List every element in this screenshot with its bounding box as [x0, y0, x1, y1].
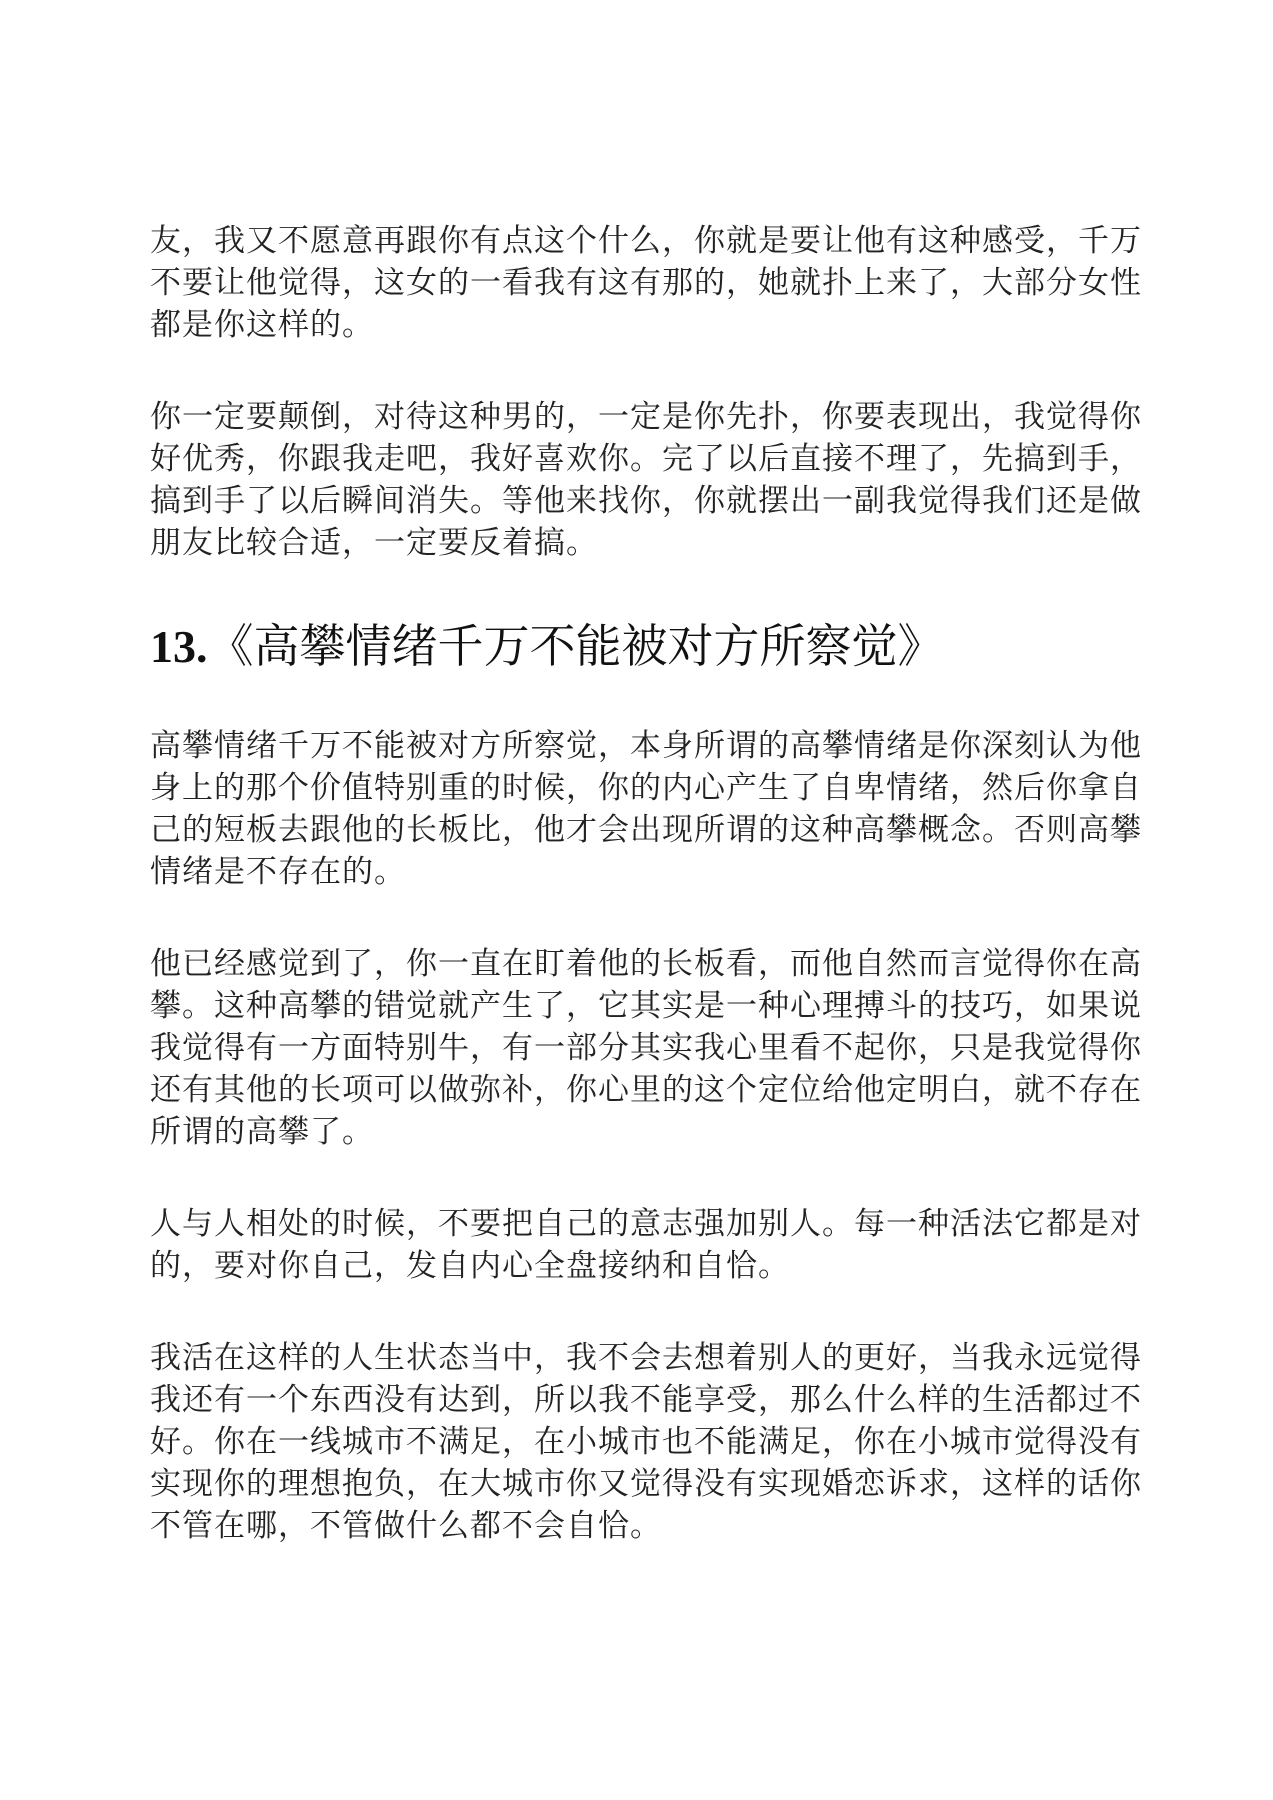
- text-line: 我觉得有一方面特别牛，有一部分其实我心里看不起你，只是我觉得你: [150, 1030, 1142, 1066]
- text-line: 还有其他的长项可以做弥补，你心里的这个定位给他定明白，就不存在: [150, 1072, 1142, 1108]
- text-line: 我还有一个东西没有达到，所以我不能享受，那么什么样的生活都过不: [150, 1382, 1142, 1418]
- text-line: 搞到手了以后瞬间消失。等他来找你，你就摆出一副我觉得我们还是做: [150, 483, 1142, 519]
- document-page: [150, 220, 1142, 1547]
- text-line: 朋友比较合适，一定要反着搞。: [150, 525, 598, 561]
- text-line: 攀。这种高攀的错觉就产生了，它其实是一种心理搏斗的技巧，如果说: [150, 988, 1142, 1024]
- paragraph-contentment: [150, 1337, 1142, 1547]
- text-line: 不要让他觉得，这女的一看我有这有那的，她就扑上来了，大部分女性: [150, 265, 1142, 301]
- text-line: 情绪是不存在的。: [150, 854, 406, 890]
- section-number: 13.: [150, 621, 208, 672]
- text-line: 实现你的理想抱负，在大城市你又觉得没有实现婚恋诉求，这样的话你: [150, 1466, 1142, 1502]
- section-title: 《高攀情绪千万不能被对方所察觉》: [207, 619, 944, 673]
- paragraph-definition: [150, 725, 1142, 893]
- text-line: 你一定要颠倒，对待这种男的，一定是你先扑，你要表现出，我觉得你: [150, 399, 1142, 435]
- text-line: 的，要对你自己，发自内心全盘接纳和自恰。: [150, 1248, 790, 1284]
- section-heading: [150, 616, 1122, 677]
- text-line: 好优秀，你跟我走吧，我好喜欢你。完了以后直接不理了，先搞到手，: [150, 441, 1142, 477]
- text-line: 人与人相处的时候，不要把自己的意志强加别人。每一种活法它都是对: [150, 1206, 1142, 1242]
- text-line: 好。你在一线城市不满足，在小城市也不能满足，你在小城市觉得没有: [150, 1424, 1142, 1460]
- paragraph-reverse-approach: [150, 396, 1142, 564]
- paragraph-continuation: [150, 220, 1142, 346]
- text-line: 己的短板去跟他的长板比，他才会出现所谓的这种高攀概念。否则高攀: [150, 812, 1142, 848]
- text-line: 我活在这样的人生状态当中，我不会去想着别人的更好，当我永远觉得: [150, 1340, 1142, 1376]
- text-line: 他已经感觉到了，你一直在盯着他的长板看，而他自然而言觉得你在高: [150, 946, 1142, 982]
- text-line: 所谓的高攀了。: [150, 1114, 374, 1150]
- paragraph-acceptance: [150, 1203, 1142, 1287]
- text-line: 友，我又不愿意再跟你有点这个什么，你就是要让他有这种感受，千万: [150, 223, 1142, 259]
- text-line: 都是你这样的。: [150, 307, 374, 343]
- paragraph-perception: [150, 943, 1142, 1153]
- text-line: 身上的那个价值特别重的时候，你的内心产生了自卑情绪，然后你拿自: [150, 770, 1142, 806]
- text-line: 高攀情绪千万不能被对方所察觉，本身所谓的高攀情绪是你深刻认为他: [150, 728, 1142, 764]
- text-line: 不管在哪，不管做什么都不会自恰。: [150, 1508, 662, 1544]
